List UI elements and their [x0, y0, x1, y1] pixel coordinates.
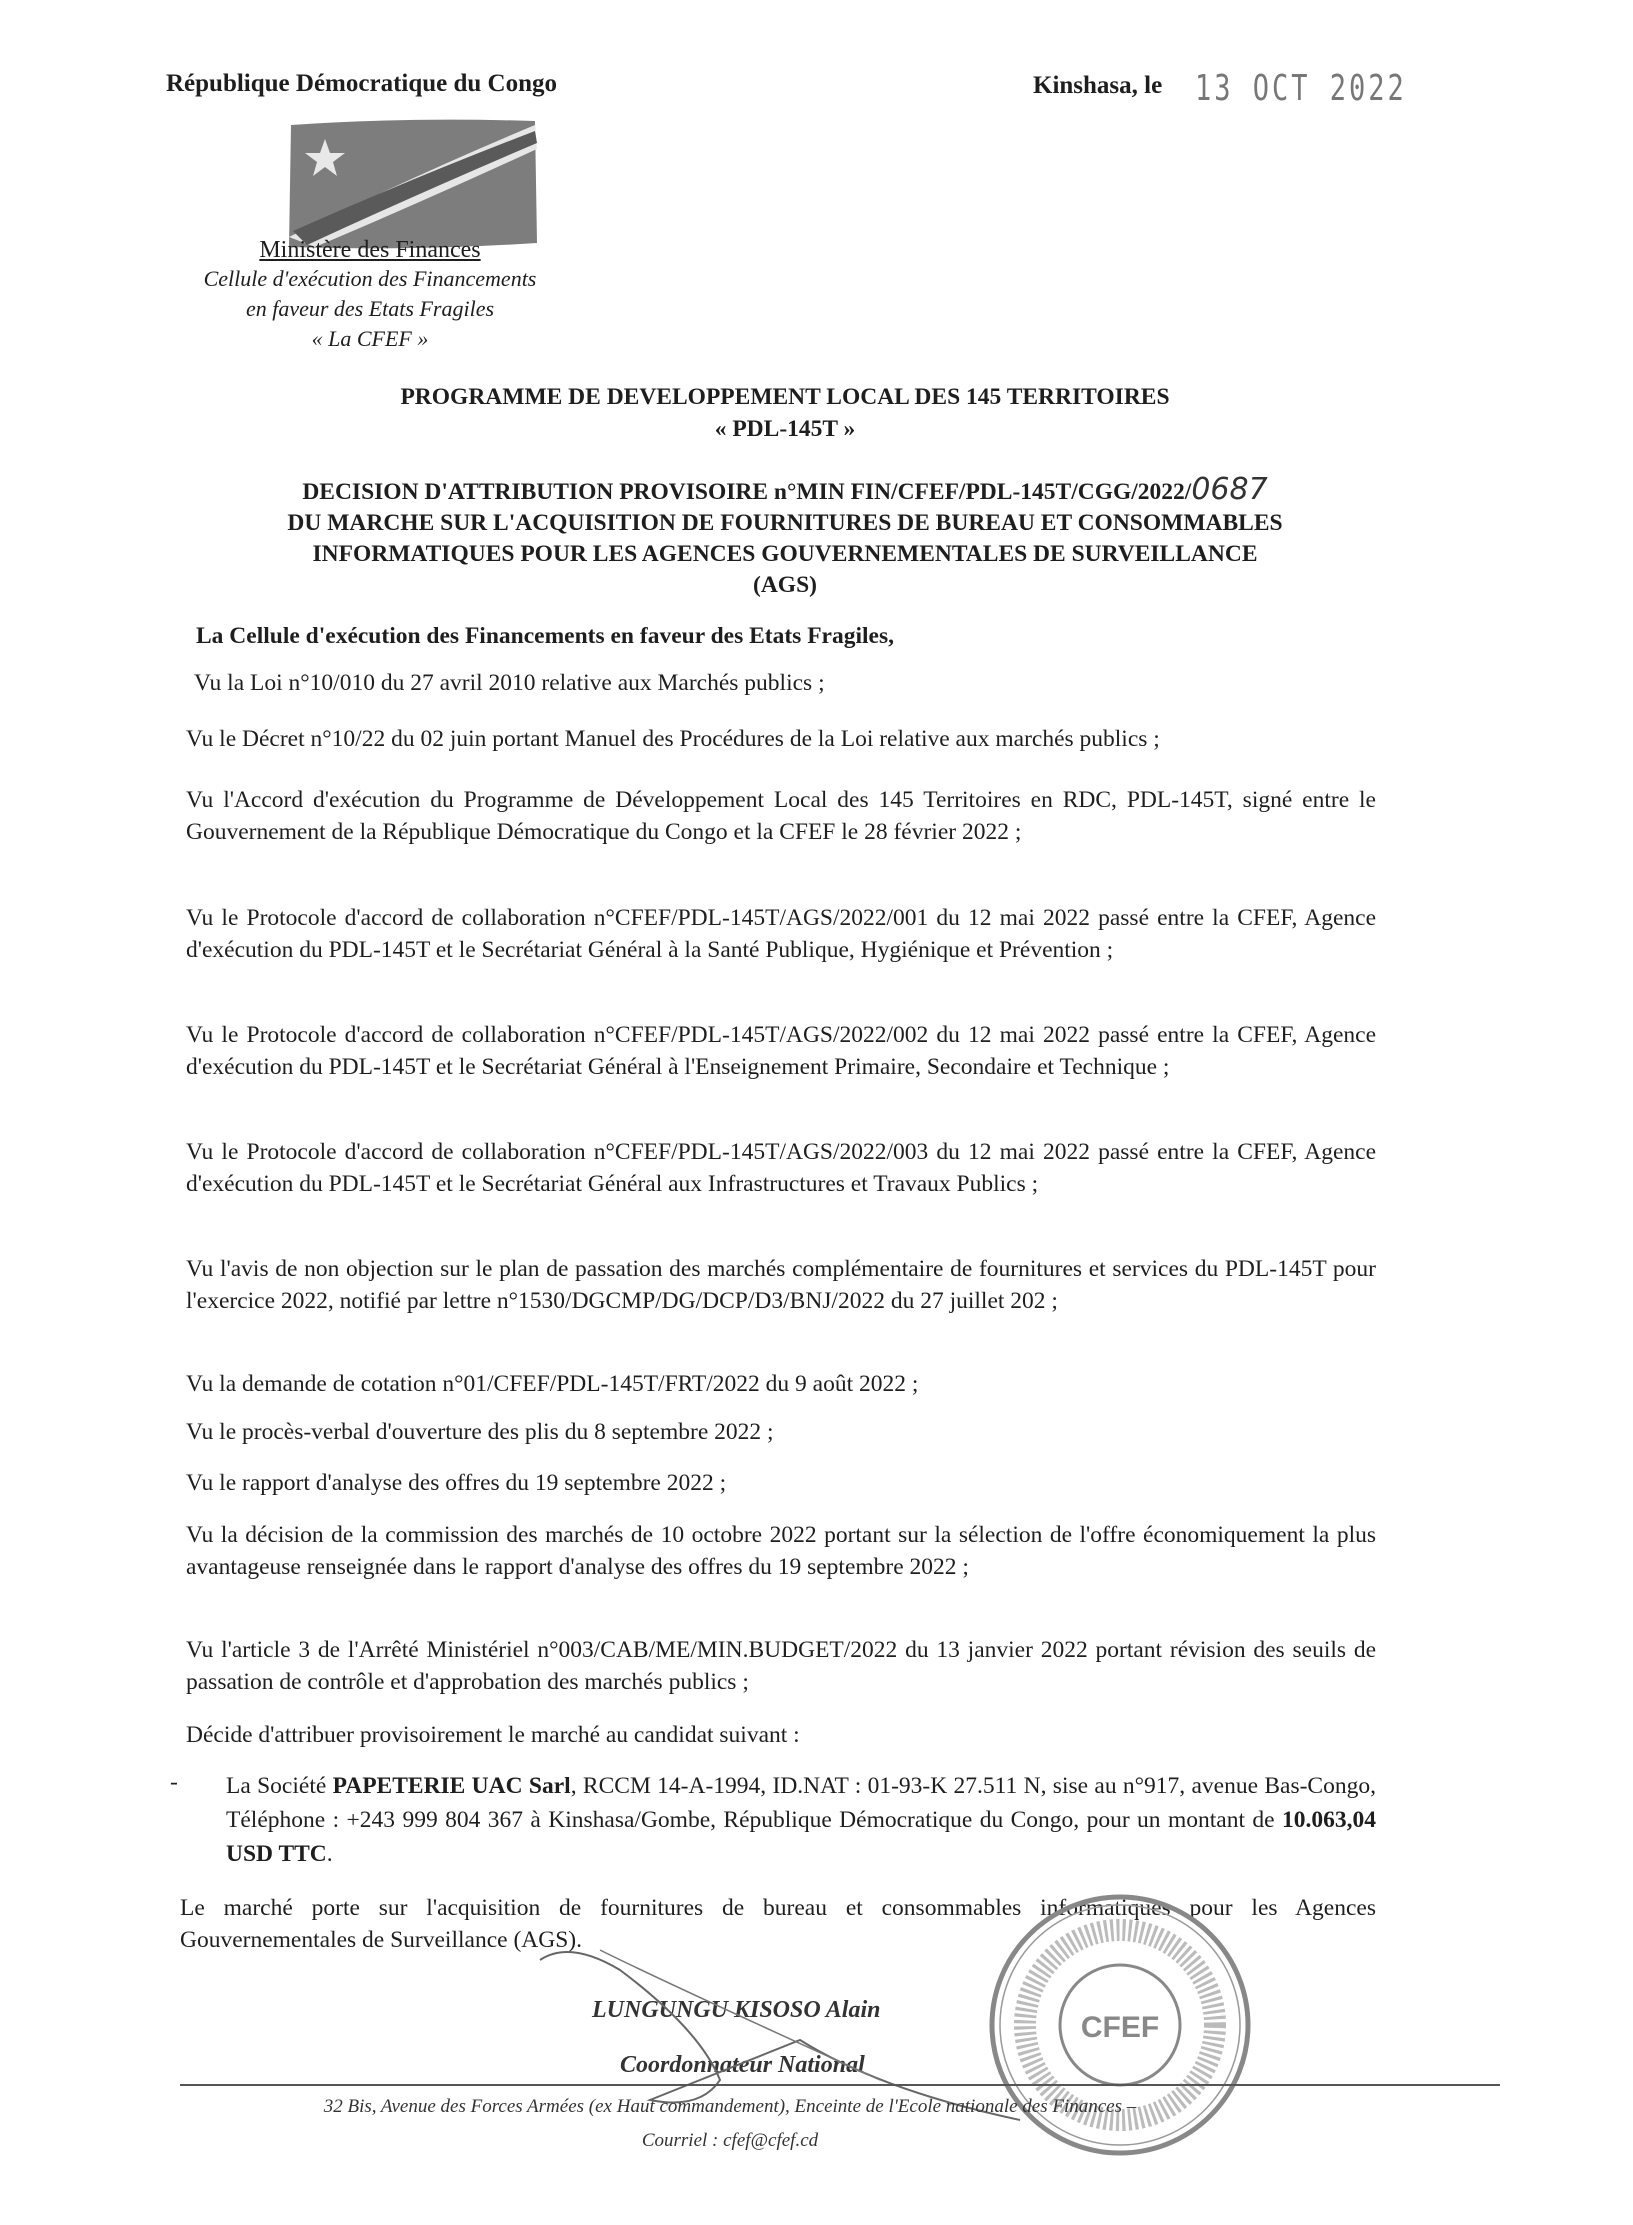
program-abbr: « PDL-145T »: [714, 416, 856, 442]
footer-email: Courriel : cfef@cfef.cd: [641, 2130, 819, 2151]
signatory-role: Coordonnateur National: [620, 2052, 865, 2078]
awardee-details: , RCCM 14-A-1994, ID.NAT : 01-93-K 27.511 N, sise au n°917, avenue Bas-Congo, Téléphone : +243 999 804 367 à Kinshasa/Gombe, République Démocratique du Congo, pour un montant de: [226, 1773, 1376, 1833]
signatory-name: LUNGUNGU KISOSO Alain: [592, 1997, 881, 2023]
place-label: Kinshasa, le: [1033, 72, 1163, 99]
consideration: Vu le Protocole d'accord de collaboration n°CFEF/PDL-145T/AGS/2022/002 du 12 mai 2022 passé entre la CFEF, Agence d'exécution du PDL-145T et le Secrétariat Général à l'Enseignement Primaire, Secondaire et Technique ;: [186, 1022, 1376, 1080]
consideration: Vu la Loi n°10/010 du 27 avril 2010 relative aux Marchés publics ;: [194, 670, 825, 696]
consideration: Vu l'avis de non objection sur le plan de passation des marchés complémentaire de fournitures et services du PDL-145T pour l'exercice 2022, notifié par lettre n°1530/DGCMP/DG/DCP/D3/BNJ/2022 du 27 juillet 202 ;: [186, 1256, 1376, 1314]
consideration: Vu le procès-verbal d'ouverture des plis du 8 septembre 2022 ;: [186, 1419, 774, 1445]
unit-name-line2: en faveur des Etats Fragiles: [245, 296, 495, 321]
drc-flag-icon: [285, 115, 545, 255]
awardee-company: PAPETERIE UAC Sarl: [332, 1773, 571, 1799]
unit-name-line1: Cellule d'exécution des Financements: [203, 266, 537, 291]
decision-line2: DU MARCHE SUR L'ACQUISITION DE FOURNITURES DE BUREAU ET CONSOMMABLES: [287, 510, 1283, 536]
scope-paragraph: Le marché porte sur l'acquisition de fournitures de bureau et consommables informatiques pour les Agences Gouvernementales de Surveillance (AGS).: [180, 1895, 1376, 1953]
consideration: Vu l'Accord d'exécution du Programme de Développement Local des 145 Territoires en RDC, PDL-145T, signé entre le Gouvernement de la République Démocratique du Congo et la CFEF le 28 février 2022 ;: [186, 787, 1376, 845]
country-name: République Démocratique du Congo: [166, 70, 558, 97]
intro: La Cellule d'exécution des Financements en faveur des Etats Fragiles,: [196, 623, 894, 649]
ministry-name: Ministère des Finances: [259, 237, 481, 263]
consideration: Vu l'article 3 de l'Arrêté Ministériel n°003/CAB/ME/MIN.BUDGET/2022 du 13 janvier 2022 portant révision des seuils de passation de contrôle et d'approbation des marchés publics ;: [186, 1637, 1376, 1695]
consideration: Vu la décision de la commission des marchés de 10 octobre 2022 portant sur la sélection de l'offre économiquement la plus avantageuse renseignée dans le rapport d'analyse des offres du 19 septembre 2022 ;: [186, 1522, 1376, 1580]
unit-abbr: « La CFEF »: [311, 326, 429, 351]
consideration: Vu la demande de cotation n°01/CFEF/PDL-145T/FRT/2022 du 9 août 2022 ;: [186, 1371, 919, 1397]
decision-number-handwritten: 0687: [1191, 472, 1268, 507]
official-stamp: [985, 1890, 1255, 2160]
bullet: -: [170, 1769, 178, 1795]
decision-line3: INFORMATIQUES POUR LES AGENCES GOUVERNEMENTALES DE SURVEILLANCE: [312, 541, 1258, 567]
program-title: PROGRAMME DE DEVELOPPEMENT LOCAL DES 145 TERRITOIRES: [400, 384, 1170, 410]
decision-line4: (AGS): [753, 572, 817, 598]
date-stamp: 13 OCT 2022: [1195, 68, 1407, 109]
stamp-center-text: CFEF: [1080, 2011, 1160, 2044]
consideration: Vu le Décret n°10/22 du 02 juin portant Manuel des Procédures de la Loi relative aux marchés publics ;: [186, 726, 1160, 752]
awardee-paragraph: [226, 1769, 1376, 1871]
awardee-prefix: La Société: [226, 1773, 333, 1799]
footer-address: 32 Bis, Avenue des Forces Armées (ex Haut commandement), Enceinte de l'Ecole nationale des Finances –: [323, 2096, 1137, 2117]
decision-ref: DECISION D'ATTRIBUTION PROVISOIRE n°MIN FIN/CFEF/PDL-145T/CGG/2022/: [302, 479, 1192, 505]
award-amount: 10.063,04 USD TTC: [226, 1807, 1376, 1867]
consideration: Vu le Protocole d'accord de collaboration n°CFEF/PDL-145T/AGS/2022/001 du 12 mai 2022 passé entre la CFEF, Agence d'exécution du PDL-145T et le Secrétariat Général à la Santé Publique, Hygiénique et Prévention ;: [186, 905, 1376, 963]
decision-statement: Décide d'attribuer provisoirement le marché au candidat suivant :: [186, 1722, 800, 1748]
consideration: Vu le Protocole d'accord de collaboration n°CFEF/PDL-145T/AGS/2022/003 du 12 mai 2022 passé entre la CFEF, Agence d'exécution du PDL-145T et le Secrétariat Général aux Infrastructures et Travaux Publics ;: [186, 1139, 1376, 1197]
footer-rule: [180, 2084, 1500, 2086]
consideration: Vu le rapport d'analyse des offres du 19 septembre 2022 ;: [186, 1470, 727, 1496]
awardee-end: .: [326, 1841, 333, 1867]
